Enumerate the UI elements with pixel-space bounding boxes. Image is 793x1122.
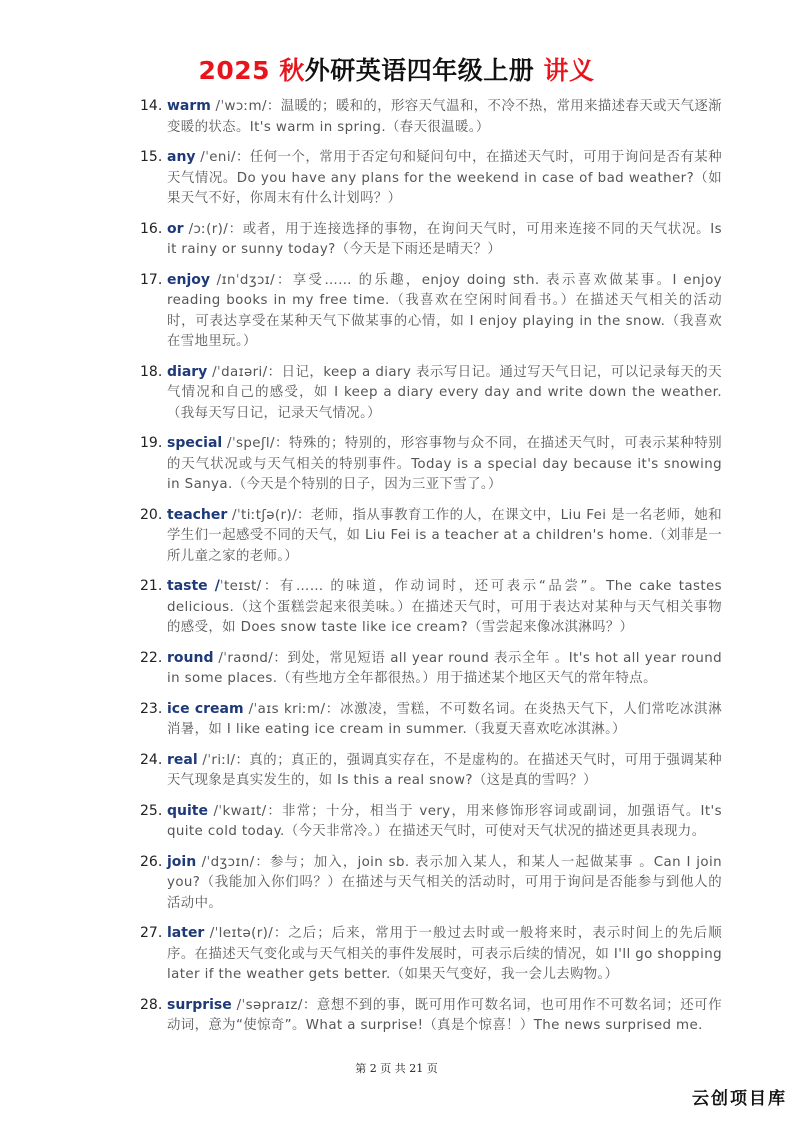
entry-body	[167, 699, 722, 741]
entry-definition: /ˈriːl/：真的；真正的，强调真实存在，不是虚构的。在描述天气时，可用于强调某种天气现象是真实发生的，如 Is this a real snow?（这是真的雪吗？）	[167, 752, 722, 788]
entry-definition: /ˈtiːtʃə(r)/：老师，指从事教育工作的人，在课文中，Liu Fei 是一名老师，她和学生们一起感受不同的天气，如 Liu Fei is a teacher at a children's home.（刘菲是一所儿童之家的老师。）	[167, 507, 722, 564]
title-handout: 讲义	[543, 56, 595, 85]
entry-word: any	[167, 149, 196, 165]
entry-word: enjoy	[167, 271, 211, 288]
entry-number: 14.	[140, 98, 163, 114]
entry-word: join	[167, 853, 197, 870]
entry-definition: /ˈkwaɪt/：非常；十分，相当于 very，用来修饰形容词或副词，加强语气。It's quite cold today.（今天非常冷。）在描述天气时，可使对天气状况的描述更具表现力。	[167, 803, 722, 839]
entry-definition: /ˈaɪs kriːm/：冰激凌，雪糕，不可数名词。在炎热天气下，人们常吃冰淇淋消暑，如 I like eating ice cream in summer.（我夏天喜欢吃冰淇淋。）	[167, 701, 722, 737]
entry-word: diary	[167, 363, 208, 380]
title-year: 2025 秋	[198, 56, 305, 85]
entry-body	[167, 801, 722, 843]
entry-number: 17.	[140, 271, 163, 288]
watermark: 云创项目库	[692, 1089, 787, 1109]
entry-number: 23.	[140, 700, 163, 717]
entry-word: surprise	[167, 996, 232, 1013]
entry-definition: /ˈleɪtə(r)/：之后；后来，常用于一般过去时或一般将来时，表示时间上的先后顺序。在描述天气变化或与天气相关的事件发展时，可表示后续的情况，如 I'll go shopping later if the weather gets better.（如果天气变好，我一会儿去购物。）	[167, 926, 722, 982]
entry-number: 20.	[140, 506, 163, 523]
title-book: 外研英语四年级上册	[304, 56, 535, 85]
entry-number: 26.	[140, 853, 163, 870]
vocab-entry	[140, 923, 722, 986]
vocab-entry	[140, 362, 722, 425]
entry-body	[167, 433, 722, 496]
entry-definition: /ˈdʒɔɪn/：参与；加入，join sb. 表示加入某人，和某人一起做某事 。Can I join you?（我能加入你们吗？）在描述与天气相关的活动时，可用于询问是否能参与到他人的活动中。	[167, 854, 722, 911]
vocab-entry	[140, 270, 722, 353]
entry-definition: /ˈsəpraɪz/：意想不到的事，既可用作可数名词，也可用作不可数名词；还可作动词，意为“使惊奇”。What a surprise!（真是个惊喜！）The news surprised me.	[167, 997, 722, 1033]
entry-body	[167, 750, 722, 792]
entry-number: 27.	[140, 925, 163, 941]
entry-word: quite	[167, 802, 208, 819]
entry-definition: /ɔː(r)/：或者，用于连接选择的事物，在询问天气时，可用来连接不同的天气状况。Is it rainy or sunny today?（今天是下雨还是晴天？）	[167, 221, 722, 257]
vocab-entry	[140, 433, 722, 496]
entry-word: ice cream	[167, 700, 244, 717]
page-number: 第 2 页 共 21 页	[355, 1062, 438, 1075]
entry-definition: /ˈdaɪəri/：日记，keep a diary 表示写日记。通过写天气日记，可以记录每天的天气情况和自己的感受，如 I keep a diary every day and write down the weather.（我每天写日记，记录天气情况。）	[167, 364, 722, 421]
vocab-entry	[140, 699, 722, 741]
entry-body	[167, 505, 722, 568]
entry-body	[167, 96, 722, 138]
vocab-entry	[140, 576, 722, 639]
vocab-entry	[140, 96, 722, 138]
entry-body	[167, 648, 722, 690]
entry-word: or	[167, 220, 184, 237]
entry-number: 16.	[140, 220, 163, 237]
vocab-entry	[140, 648, 722, 690]
entry-number: 22.	[140, 649, 163, 666]
entry-body	[167, 362, 722, 425]
entry-word: teacher	[167, 506, 228, 523]
vocab-entry	[140, 801, 722, 843]
vocabulary-list	[140, 96, 722, 1046]
entry-number: 18.	[140, 363, 163, 380]
entry-definition: /ˈwɔːm/：温暖的；暖和的，形容天气温和，不冷不热，常用来描述春天或天气逐渐变暖的状态。It's warm in spring.（春天很温暖。）	[167, 99, 722, 135]
entry-definition: ˈteɪst/：有…… 的味道，作动词时，还可表示“品尝”。The cake tastes delicious.（这个蛋糕尝起来很美味。）在描述天气时，可用于表达对某种与天气相关事物的感受，如 Does snow taste like ice cream?（雪尝起来像冰淇淋吗？）	[167, 579, 722, 635]
entry-number: 19.	[140, 435, 163, 451]
entry-word: later	[167, 925, 205, 941]
entry-body	[167, 270, 722, 353]
vocab-entry	[140, 995, 722, 1037]
vocab-entry	[140, 505, 722, 568]
entry-definition: /ˈraʊnd/：到处，常见短语 all year round 表示全年 。It's hot all year round in some places.（有些地方全年都很热。）用于描述某个地区天气的常年特点。	[167, 650, 722, 686]
entry-word: taste /	[167, 578, 220, 594]
entry-body	[167, 923, 722, 986]
entry-body	[167, 576, 722, 639]
entry-word: real	[167, 751, 198, 768]
entry-definition: /ɪnˈdʒɔɪ/：享受…… 的乐趣，enjoy doing sth. 表示喜欢做某事。I enjoy reading books in my free time.（我喜欢在空闲时间看书。）在描述天气相关的活动时，可表达享受在某种天气下做某事的心情，如 I enjoy playing in the snow.（我喜欢在雪地里玩。）	[167, 272, 722, 349]
entry-number: 24.	[140, 751, 163, 768]
entry-body	[167, 219, 722, 261]
vocab-entry	[140, 750, 722, 792]
vocab-entry	[140, 219, 722, 261]
entry-number: 21.	[140, 578, 163, 594]
entry-body	[167, 995, 722, 1037]
entry-word: special	[167, 435, 223, 451]
entry-word: warm	[167, 98, 211, 114]
page-title	[0, 54, 793, 88]
entry-number: 25.	[140, 802, 163, 819]
entry-definition: /ˈeni/：任何一个，常用于否定句和疑问句中，在描述天气时，可用于询问是否有某种天气情况。Do you have any plans for the weekend in case of bad weather?（如果天气不好，你周末有什么计划吗？）	[167, 150, 722, 206]
entry-body	[167, 852, 722, 915]
entry-body	[167, 147, 722, 210]
vocab-entry	[140, 852, 722, 915]
entry-number: 28.	[140, 996, 163, 1013]
entry-word: round	[167, 649, 214, 666]
entry-number: 15.	[140, 149, 163, 165]
vocab-entry	[140, 147, 722, 210]
entry-definition: /ˈspeʃl/：特殊的；特别的，形容事物与众不同，在描述天气时，可表示某种特别的天气状况或与天气相关的特别事件。Today is a special day because it's snowing in Sanya.（今天是个特别的日子，因为三亚下雪了。）	[167, 436, 722, 492]
